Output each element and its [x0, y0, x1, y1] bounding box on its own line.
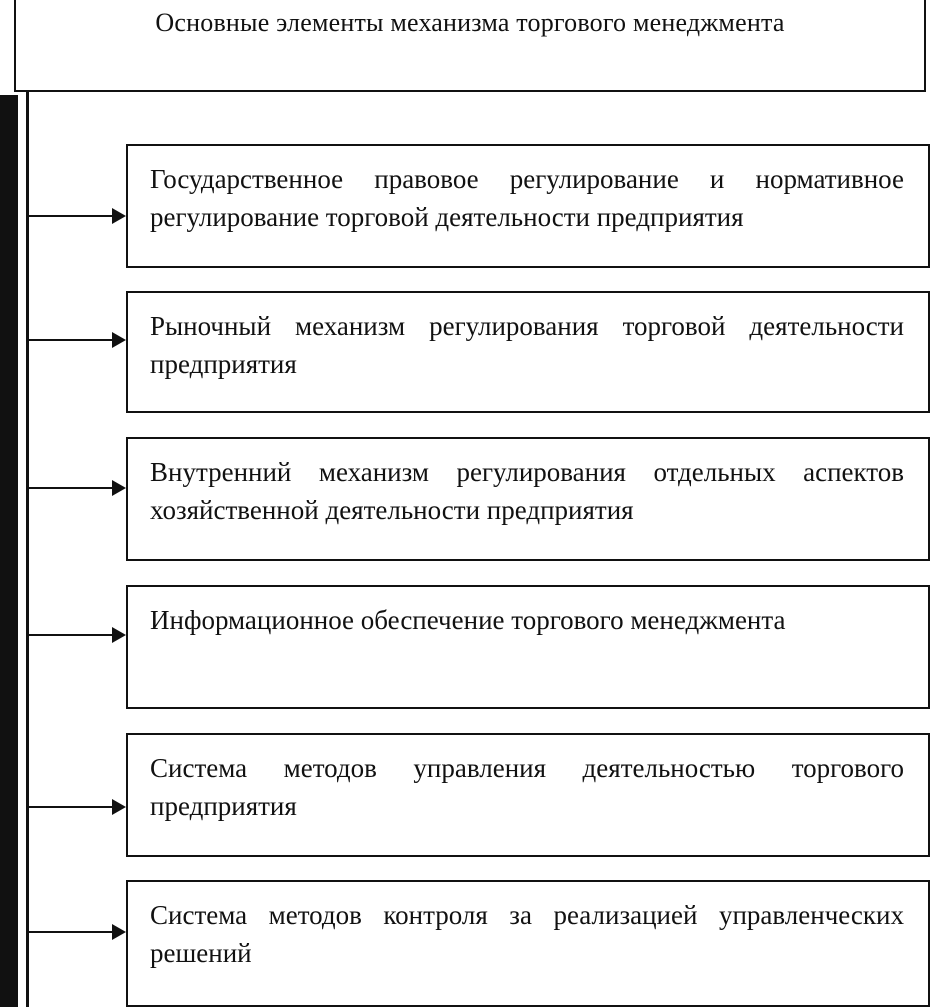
element-node-6-text: Система методов контроля за реализацией управленческих решений: [150, 900, 904, 968]
element-node-5-text: Система методов управления деятельностью торгового предприятия: [150, 753, 904, 821]
element-node-3-text: Внутренний механизм регулирования отдельных аспектов хозяйственной деятельности предприятия: [150, 457, 904, 525]
element-node-3: [126, 437, 930, 561]
arrow-head-1: [112, 208, 126, 224]
element-node-1: [126, 144, 930, 268]
connector-arrow-1: [28, 215, 116, 217]
scan-edge-shadow: [0, 95, 18, 1007]
arrow-head-4: [112, 627, 126, 643]
element-node-2: [126, 291, 930, 413]
element-node-4: [126, 585, 930, 709]
connector-arrow-3: [28, 487, 116, 489]
trunk-line: [26, 92, 29, 1007]
arrow-head-5: [112, 799, 126, 815]
connector-arrow-5: [28, 806, 116, 808]
arrow-head-6: [112, 924, 126, 940]
arrow-head-3: [112, 480, 126, 496]
arrow-head-2: [112, 332, 126, 348]
element-node-4-text: Информационное обеспечение торгового менеджмента: [150, 605, 786, 635]
element-node-1-text: Государственное правовое регулирование и нормативное регулирование торговой деятельности предприятия: [150, 164, 904, 232]
root-node: [14, 0, 926, 92]
element-node-6: [126, 880, 930, 1007]
element-node-5: [126, 733, 930, 857]
connector-arrow-2: [28, 339, 116, 341]
connector-arrow-4: [28, 634, 116, 636]
element-node-2-text: Рыночный механизм регулирования торговой деятельности предприятия: [150, 311, 904, 379]
connector-arrow-6: [28, 931, 116, 933]
root-node-title: Основные элементы механизма торгового менеджмента: [155, 8, 785, 37]
